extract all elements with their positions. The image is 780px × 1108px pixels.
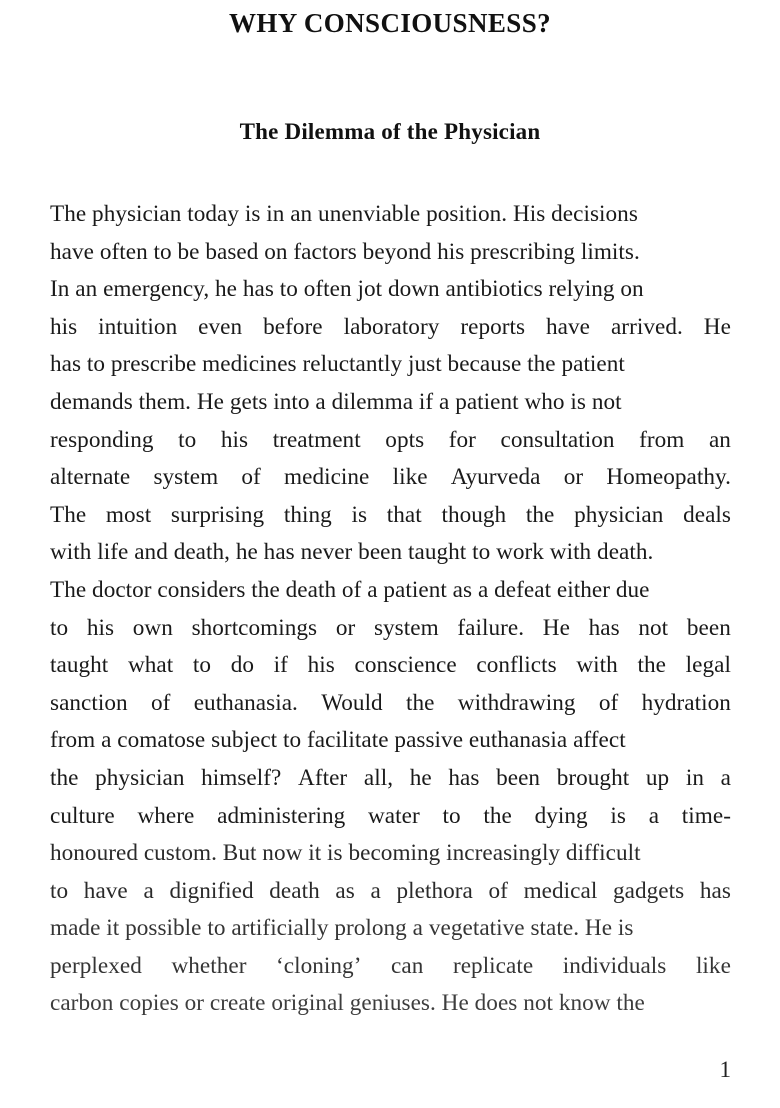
body-word: Ayurveda: [450, 464, 541, 491]
body-word: an: [708, 426, 731, 453]
body-line: from a comatose subject to facilitate passive euthanasia affect: [50, 727, 626, 754]
body-word: been: [496, 764, 541, 791]
body-word: to: [192, 652, 212, 679]
body-paragraph: [50, 196, 731, 1023]
body-word: After: [298, 764, 348, 791]
body-word: what: [127, 652, 174, 679]
body-word: euthanasia.: [193, 689, 298, 716]
body-line: honoured custom. But now it is becoming increasingly difficult: [50, 840, 641, 867]
body-word: his: [86, 614, 115, 641]
body-line: [50, 309, 731, 347]
body-word: culture: [50, 802, 115, 829]
body-word: plethora: [396, 877, 473, 904]
body-word: has: [588, 614, 620, 641]
body-word: from: [639, 426, 685, 453]
body-word: shortcomings: [191, 614, 318, 641]
body-line: demands them. He gets into a dilemma if a patient who is not: [50, 388, 622, 415]
body-word: a: [648, 802, 660, 829]
body-word: to: [442, 802, 461, 829]
body-word: intuition: [98, 313, 178, 340]
body-word: system: [153, 464, 219, 491]
body-word: a: [720, 764, 731, 791]
body-word: taught: [50, 652, 109, 679]
body-line: The doctor considers the death of a patient as a defeat either due: [50, 576, 650, 603]
body-word: conscience: [354, 652, 457, 679]
body-word: ‘cloning’: [276, 952, 362, 979]
body-word: death: [269, 877, 320, 904]
body-word: a: [370, 877, 381, 904]
body-word: Would: [321, 689, 383, 716]
body-word: can: [391, 952, 424, 979]
body-word: to: [178, 426, 197, 453]
body-word: medicine: [284, 464, 370, 491]
body-word: or: [563, 464, 584, 491]
body-word: to: [50, 614, 69, 641]
body-word: himself?: [201, 764, 282, 791]
page-number: 1: [719, 1057, 731, 1082]
body-word: brought: [556, 764, 630, 791]
body-line: [50, 760, 731, 798]
chapter-title: WHY CONSCIOUSNESS?: [228, 8, 552, 38]
body-line: have often to be based on factors beyond his prescribing limits.: [50, 238, 640, 265]
body-word: dignified: [169, 877, 254, 904]
body-word: individuals: [562, 952, 667, 979]
body-word: arrived.: [610, 313, 683, 340]
body-word: sanction: [50, 689, 128, 716]
body-word: failure.: [457, 614, 525, 641]
body-line: [50, 948, 731, 986]
body-word: system: [373, 614, 439, 641]
body-word: is: [351, 501, 368, 528]
body-word: treatment: [272, 426, 361, 453]
body-word: with: [576, 652, 618, 679]
body-word: of: [241, 464, 261, 491]
body-word: He: [703, 313, 731, 340]
body-word: physician: [95, 764, 185, 791]
body-word: responding: [50, 426, 154, 453]
body-word: have: [83, 877, 128, 904]
body-word: been: [686, 614, 731, 641]
body-word: reports: [460, 313, 526, 340]
body-word: opts: [385, 426, 425, 453]
body-word: conflicts: [476, 652, 557, 679]
body-line: [50, 685, 731, 723]
body-word: even: [198, 313, 243, 340]
body-word: do: [230, 652, 254, 679]
body-word: like: [695, 952, 731, 979]
body-word: thing: [283, 501, 332, 528]
body-word: perplexed: [50, 952, 142, 979]
body-word: like: [392, 464, 428, 491]
body-word: his: [307, 652, 335, 679]
body-word: physician: [574, 501, 664, 528]
body-word: has: [448, 764, 480, 791]
body-line: with life and death, he has never been taught to work with death.: [50, 539, 654, 566]
body-line: [50, 459, 731, 497]
body-word: his: [50, 313, 78, 340]
body-word: the: [637, 652, 666, 679]
body-word: he: [409, 764, 432, 791]
body-line: [50, 798, 731, 836]
body-word: in: [685, 764, 704, 791]
body-line: [50, 873, 731, 911]
body-word: where: [137, 802, 195, 829]
body-word: a: [143, 877, 154, 904]
body-word: consultation: [500, 426, 615, 453]
body-word: time-: [681, 802, 731, 829]
body-line: In an emergency, he has to often jot down antibiotics relying on: [50, 276, 644, 303]
body-word: have: [546, 313, 591, 340]
section-title: The Dilemma of the Physician: [239, 119, 541, 144]
body-word: all,: [363, 764, 394, 791]
body-word: before: [263, 313, 323, 340]
body-word: if: [273, 652, 288, 679]
body-word: He: [542, 614, 570, 641]
body-word: not: [638, 614, 669, 641]
body-word: the: [50, 764, 79, 791]
body-word: replicate: [452, 952, 534, 979]
body-word: is: [610, 802, 626, 829]
body-word: medical: [523, 877, 598, 904]
body-word: The: [50, 501, 87, 528]
body-line: [50, 610, 731, 648]
body-word: whether: [171, 952, 247, 979]
body-word: has: [699, 877, 731, 904]
body-word: the: [483, 802, 512, 829]
body-word: deals: [683, 501, 731, 528]
body-word: or: [335, 614, 356, 641]
body-word: Homeopathy.: [606, 464, 731, 491]
body-word: for: [448, 426, 476, 453]
body-line: The physician today is in an unenviable position. His decisions: [50, 201, 638, 227]
body-line: made it possible to artificially prolong a vegetative state. He is: [50, 915, 634, 942]
body-word: most: [105, 501, 152, 528]
body-line: [50, 647, 731, 685]
body-line: has to prescribe medicines reluctantly just because the patient: [50, 351, 625, 378]
body-word: own: [132, 614, 173, 641]
body-line: [50, 497, 731, 535]
body-word: his: [220, 426, 249, 453]
body-word: of: [598, 689, 619, 716]
body-word: dying: [534, 802, 588, 829]
body-word: up: [645, 764, 670, 791]
body-word: of: [488, 877, 508, 904]
body-word: as: [335, 877, 355, 904]
body-word: legal: [685, 652, 731, 679]
body-word: of: [150, 689, 171, 716]
body-word: gadgets: [612, 877, 685, 904]
body-word: surprising: [170, 501, 265, 528]
body-word: that: [386, 501, 422, 528]
body-word: administering: [217, 802, 346, 829]
body-word: the: [406, 689, 435, 716]
body-word: laboratory: [343, 313, 440, 340]
body-word: the: [525, 501, 555, 528]
body-word: though: [441, 501, 507, 528]
body-word: water: [368, 802, 420, 829]
body-word: hydration: [641, 689, 731, 716]
body-word: withdrawing: [457, 689, 576, 716]
body-line: carbon copies or create original geniuses. He does not know the: [50, 990, 645, 1017]
body-line: [50, 422, 731, 460]
body-word: alternate: [50, 464, 131, 491]
body-word: to: [50, 877, 69, 904]
